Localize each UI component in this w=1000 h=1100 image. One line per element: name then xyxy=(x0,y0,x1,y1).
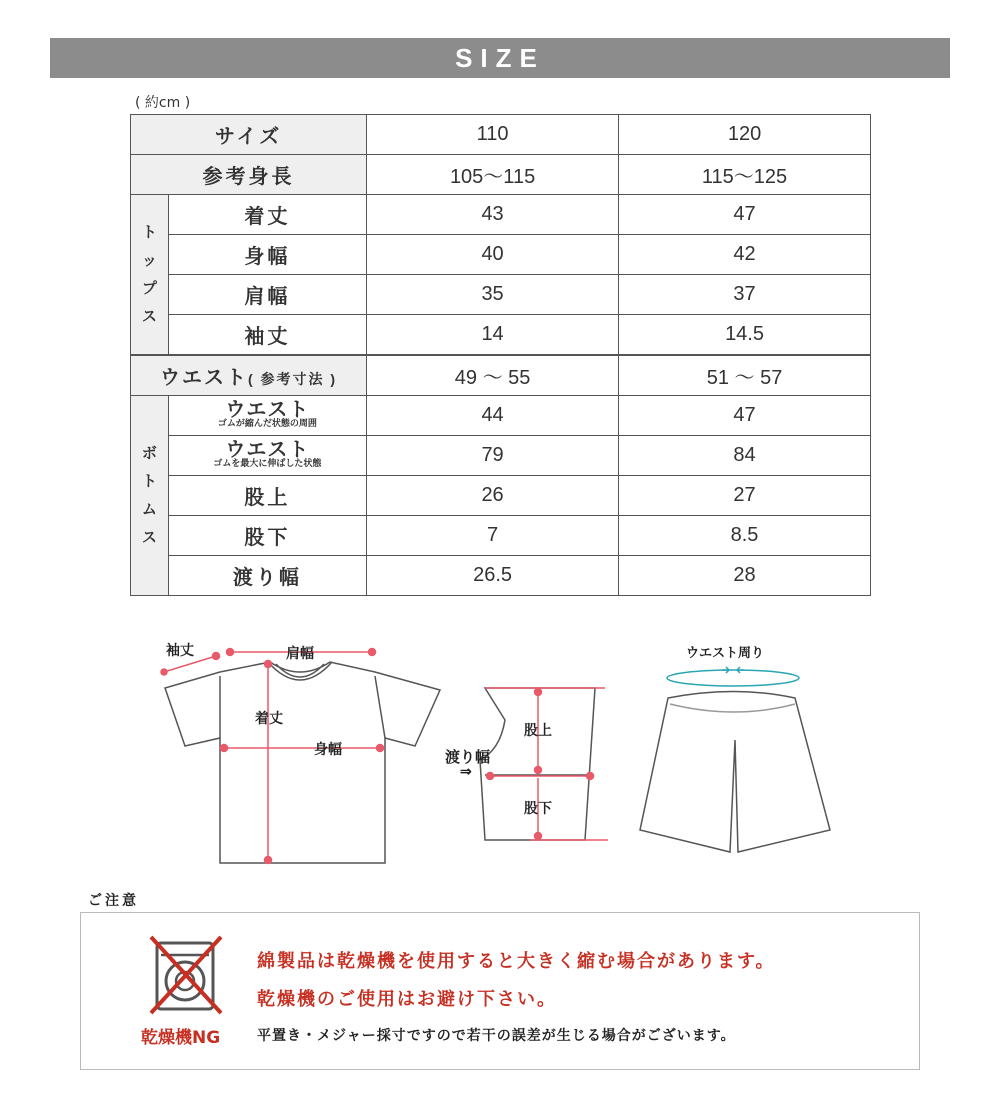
table-row xyxy=(131,155,871,195)
diagram-drawing xyxy=(0,620,1000,880)
cell-value: 37 xyxy=(619,275,871,315)
cell-value: 51 〜 57 xyxy=(619,355,871,396)
cell-value: 79 xyxy=(367,436,619,476)
waist-around-marker xyxy=(667,667,799,686)
cell-value: 26.5 xyxy=(367,556,619,596)
row-label: 肩幅 xyxy=(168,275,366,315)
height-label: 参考身長 xyxy=(131,155,367,195)
size-table xyxy=(130,114,871,596)
table-row xyxy=(131,516,871,556)
ng-label: 乾燥機NG xyxy=(141,1028,221,1048)
height-110: 105〜115 xyxy=(367,155,619,195)
bottoms-char: ス xyxy=(141,528,157,546)
label-waist-around: ウエスト周り xyxy=(686,645,765,660)
cell-value: 27 xyxy=(619,476,871,516)
label-rise: 股上 xyxy=(524,722,552,738)
row-label: 袖丈 xyxy=(168,315,366,356)
warning-line-1: 綿製品は乾燥機を使用すると大きく縮む場合があります。 xyxy=(257,951,776,972)
bottoms-char: ボ xyxy=(141,444,157,462)
cell-value: 14 xyxy=(367,315,619,356)
waist-label-main: ウエスト xyxy=(225,439,310,461)
table-row xyxy=(131,115,871,155)
waist-ref-main: ウエスト xyxy=(159,367,248,389)
cell-value: 28 xyxy=(619,556,871,596)
dryer-ng-icon xyxy=(147,935,225,1015)
waist-label-sub: ゴムが縮んだ状態の周囲 xyxy=(217,418,317,428)
unit-note: ( 約cm ) xyxy=(135,95,191,111)
table-row xyxy=(131,315,871,356)
tshirt-body xyxy=(165,662,440,863)
waist-ref-label xyxy=(131,355,367,396)
waist-label-sub: ゴムを最大に伸ばした状態 xyxy=(213,458,322,468)
waist-ref-sub: ( 参考寸法 ) xyxy=(247,371,338,387)
bottoms-group-label xyxy=(131,396,169,596)
measurement-note: 平置き・メジャー採寸ですので若干の誤差が生じる場合がございます。 xyxy=(257,1028,736,1044)
label-thigh: 渡り幅 xyxy=(445,749,491,766)
table-row xyxy=(131,436,871,476)
row-label: 股下 xyxy=(168,516,366,556)
row-label: 着丈 xyxy=(168,195,366,235)
size-110: 110 xyxy=(367,115,619,155)
row-label: 股上 xyxy=(168,476,366,516)
size-label: サイズ xyxy=(131,115,367,155)
caution-box xyxy=(80,912,920,1070)
table-row xyxy=(131,275,871,315)
table-row xyxy=(131,396,871,436)
height-120: 115〜125 xyxy=(619,155,871,195)
tops-char: プ xyxy=(141,279,157,297)
cell-value: 49 〜 55 xyxy=(367,355,619,396)
cell-value: 47 xyxy=(619,396,871,436)
label-chest: 身幅 xyxy=(314,741,342,757)
cell-value: 40 xyxy=(367,235,619,275)
label-inseam: 股下 xyxy=(524,800,552,816)
tops-char: ス xyxy=(141,307,157,325)
row-label xyxy=(168,436,366,476)
cell-value: 8.5 xyxy=(619,516,871,556)
tshirt-illustration xyxy=(165,662,440,863)
label-length: 着丈 xyxy=(255,710,283,726)
table-row xyxy=(131,195,871,235)
cell-value: 7 xyxy=(367,516,619,556)
measurement-diagram xyxy=(0,620,1000,880)
shorts-front-illustration xyxy=(640,692,830,853)
caution-title: ご注意 xyxy=(88,893,139,909)
cell-value: 44 xyxy=(367,396,619,436)
cell-value: 35 xyxy=(367,275,619,315)
label-sleeve: 袖丈 xyxy=(166,642,194,658)
cell-value: 42 xyxy=(619,235,871,275)
table-row xyxy=(131,556,871,596)
warning-line-2: 乾燥機のご使用はお避け下さい。 xyxy=(257,989,557,1010)
row-label xyxy=(168,396,366,436)
label-shoulder: 肩幅 xyxy=(286,645,314,661)
cell-value: 84 xyxy=(619,436,871,476)
cell-value: 26 xyxy=(367,476,619,516)
table-row xyxy=(131,476,871,516)
waist-label-main: ウエスト xyxy=(225,399,310,421)
bottoms-char: ム xyxy=(141,500,157,518)
size-header xyxy=(50,38,950,78)
tops-char: ッ xyxy=(141,251,157,269)
cell-value: 47 xyxy=(619,195,871,235)
cell-value: 14.5 xyxy=(619,315,871,356)
tops-group-label xyxy=(131,195,169,356)
tops-char: ト xyxy=(141,223,157,241)
size-120: 120 xyxy=(619,115,871,155)
row-label: 渡り幅 xyxy=(168,556,366,596)
row-label: 身幅 xyxy=(168,235,366,275)
table-row xyxy=(131,235,871,275)
bottoms-char: ト xyxy=(141,472,157,490)
cell-value: 43 xyxy=(367,195,619,235)
thigh-arrow: ⇒ xyxy=(460,763,472,779)
size-title: SIZE xyxy=(455,42,545,73)
table-row xyxy=(131,355,871,396)
